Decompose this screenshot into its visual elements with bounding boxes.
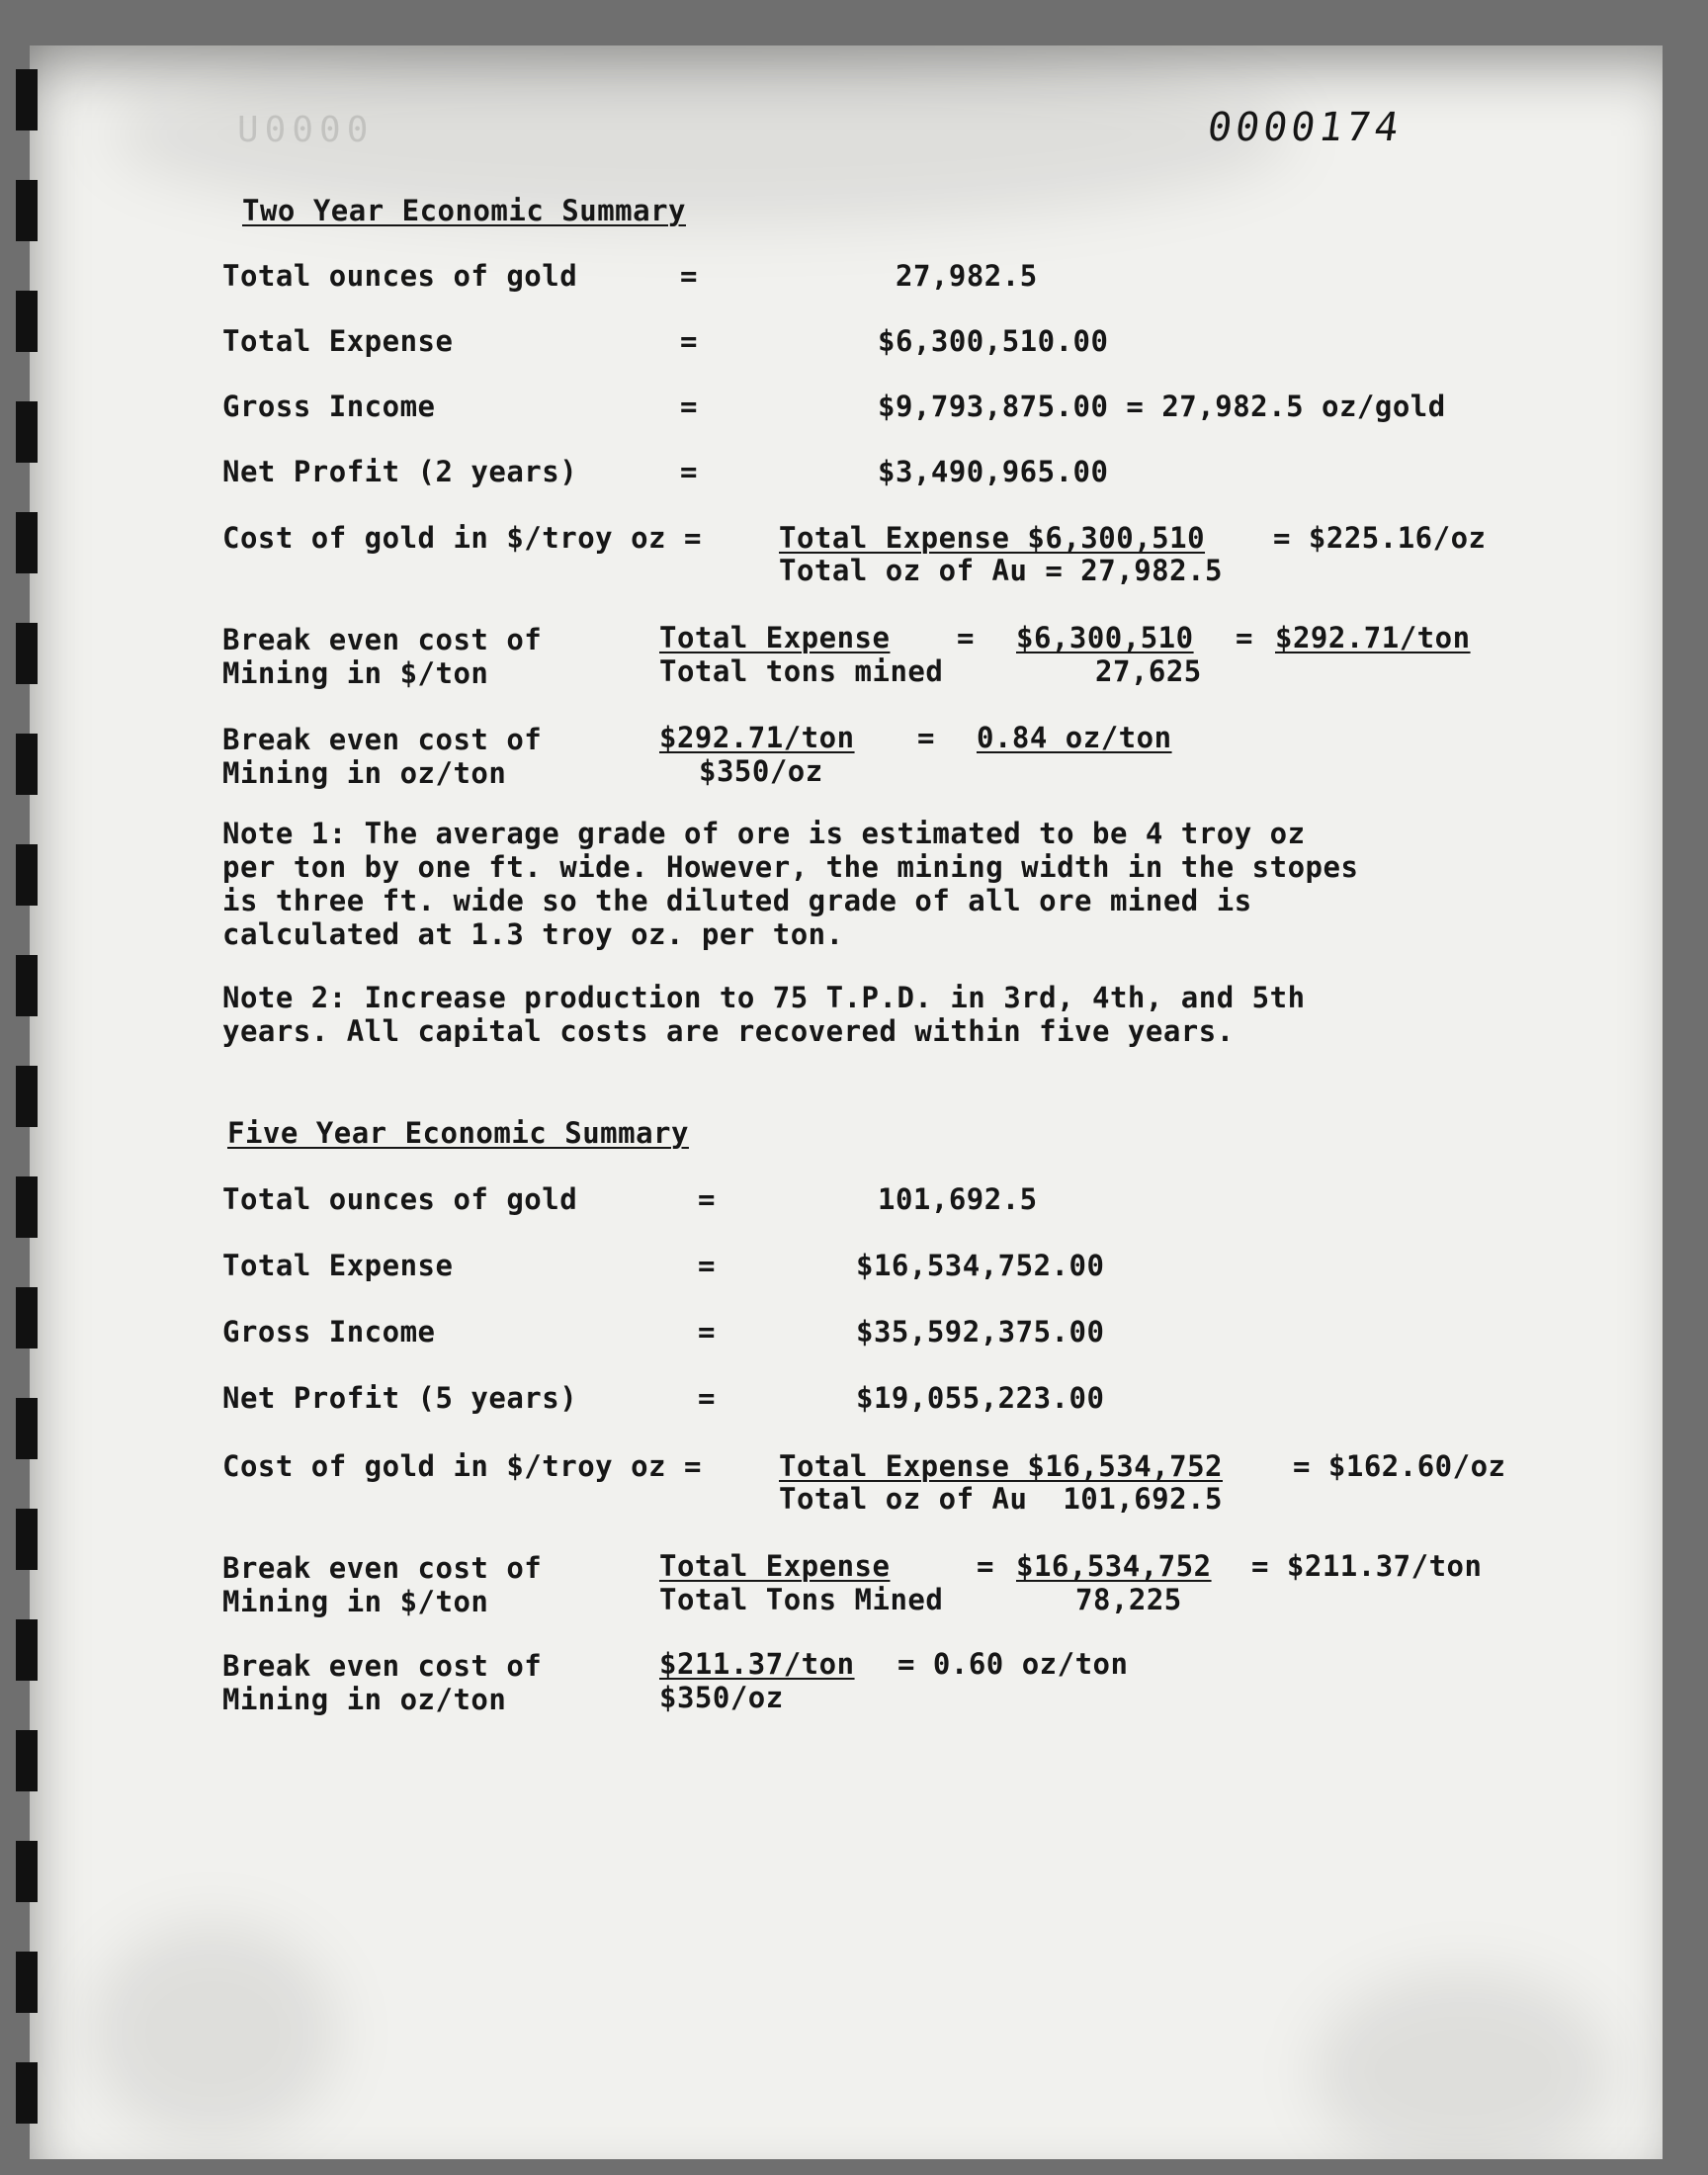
row-equals: = <box>680 324 698 358</box>
breakeven-equals: = <box>977 1549 994 1583</box>
row-label: Total ounces of gold <box>222 1182 578 1216</box>
row-value: 27,982.5 <box>896 259 1038 293</box>
document-page <box>30 45 1663 2159</box>
binder-hole <box>16 1287 38 1348</box>
row-equals: = <box>698 1249 716 1282</box>
breakeven-oz-label: Mining in oz/ton <box>222 756 507 790</box>
row-value: $35,592,375.00 <box>856 1315 1105 1348</box>
row-label: Net Profit (5 years) <box>222 1381 578 1415</box>
breakeven-numerator: Total Expense <box>659 621 891 654</box>
binder-hole <box>16 1952 38 2013</box>
binder-hole <box>16 1176 38 1238</box>
breakeven-label: Mining in $/ton <box>222 1585 489 1618</box>
cost-of-gold-numerator: Total Expense $16,534,752 <box>779 1449 1223 1483</box>
binder-hole <box>16 69 38 130</box>
cost-of-gold-denominator: Total oz of Au = 27,982.5 <box>779 554 1223 587</box>
breakeven-oz-numerator: $292.71/ton <box>659 721 855 754</box>
row-equals: = <box>698 1381 716 1415</box>
row-equals: = <box>680 390 698 423</box>
row-label: Net Profit (2 years) <box>222 455 578 488</box>
row-value: $6,300,510.00 <box>878 324 1109 358</box>
breakeven-denominator: Total Tons Mined <box>659 1583 944 1616</box>
row-value: $9,793,875.00 = 27,982.5 oz/gold <box>878 390 1446 423</box>
cost-of-gold-label: Cost of gold in $/troy oz = <box>222 1449 702 1483</box>
breakeven-amount: $16,534,752 <box>1016 1549 1212 1583</box>
binder-hole <box>16 955 38 1016</box>
row-equals: = <box>698 1315 716 1348</box>
breakeven-oz-label: Break even cost of <box>222 723 543 756</box>
cost-of-gold-denominator: Total oz of Au 101,692.5 <box>779 1482 1223 1516</box>
breakeven-oz-numerator: $211.37/ton <box>659 1647 855 1681</box>
binder-hole <box>16 291 38 352</box>
binder-hole <box>16 180 38 241</box>
row-value: $19,055,223.00 <box>856 1381 1105 1415</box>
breakeven-amount: $6,300,510 <box>1016 621 1194 654</box>
breakeven-equals: = <box>957 621 975 654</box>
row-value: 101,692.5 <box>878 1182 1038 1216</box>
row-value: $16,534,752.00 <box>856 1249 1105 1282</box>
binder-hole <box>16 1730 38 1791</box>
binder-hole <box>16 1509 38 1570</box>
document-number: 0000174 <box>1204 105 1406 150</box>
two-year-heading: Two Year Economic Summary <box>242 194 686 227</box>
binder-hole <box>16 734 38 795</box>
breakeven-tons: 27,625 <box>1095 654 1202 688</box>
breakeven-oz-denominator: $350/oz <box>699 754 823 788</box>
cost-of-gold-label: Cost of gold in $/troy oz = <box>222 521 702 555</box>
breakeven-numerator: Total Expense <box>659 1549 891 1583</box>
breakeven-oz-result: 0.84 oz/ton <box>977 721 1172 754</box>
row-label: Total ounces of gold <box>222 259 578 293</box>
breakeven-oz-label: Mining in oz/ton <box>222 1683 507 1716</box>
binder-hole <box>16 1619 38 1681</box>
binder-hole <box>16 623 38 684</box>
binder-hole <box>16 1066 38 1127</box>
row-label: Total Expense <box>222 324 454 358</box>
row-equals: = <box>680 455 698 488</box>
binder-hole <box>16 1841 38 1902</box>
breakeven-result: = $211.37/ton <box>1251 1549 1483 1583</box>
row-equals: = <box>698 1182 716 1216</box>
note-2: Note 2: Increase production to 75 T.P.D. in 3rd, 4th, and 5th years. All capital costs are recovered within five years. <box>222 981 1306 1048</box>
breakeven-tons: 78,225 <box>1075 1583 1182 1616</box>
row-label: Gross Income <box>222 1315 436 1348</box>
breakeven-oz-result: = 0.60 oz/ton <box>897 1647 1129 1681</box>
cost-of-gold-numerator: Total Expense $6,300,510 <box>779 521 1206 555</box>
note-1: Note 1: The average grade of ore is estimated to be 4 troy oz per ton by one ft. wide. However, the mining width in the stopes is three ft. wide so the diluted grade of all ore mined is calculated at 1.3 troy oz. per ton. <box>222 817 1359 951</box>
row-value: $3,490,965.00 <box>878 455 1109 488</box>
breakeven-label: Break even cost of <box>222 1551 543 1585</box>
five-year-heading: Five Year Economic Summary <box>227 1116 689 1150</box>
breakeven-result: $292.71/ton <box>1275 621 1471 654</box>
cost-of-gold-result: = $162.60/oz <box>1293 1449 1506 1483</box>
breakeven-denominator: Total tons mined <box>659 654 944 688</box>
binder-hole <box>16 401 38 463</box>
breakeven-oz-denominator: $350/oz <box>659 1681 784 1714</box>
binder-hole <box>16 512 38 573</box>
bleed-through-mark: U0000 <box>237 110 375 150</box>
breakeven-oz-equals: = <box>917 721 935 754</box>
breakeven-label: Mining in $/ton <box>222 656 489 690</box>
row-label: Gross Income <box>222 390 436 423</box>
breakeven-equals: = <box>1236 621 1253 654</box>
row-equals: = <box>680 259 698 293</box>
binder-hole <box>16 2062 38 2124</box>
breakeven-oz-label: Break even cost of <box>222 1649 543 1683</box>
binder-hole <box>16 844 38 906</box>
binder-hole <box>16 1398 38 1459</box>
cost-of-gold-result: = $225.16/oz <box>1273 521 1487 555</box>
row-label: Total Expense <box>222 1249 454 1282</box>
breakeven-label: Break even cost of <box>222 623 543 656</box>
